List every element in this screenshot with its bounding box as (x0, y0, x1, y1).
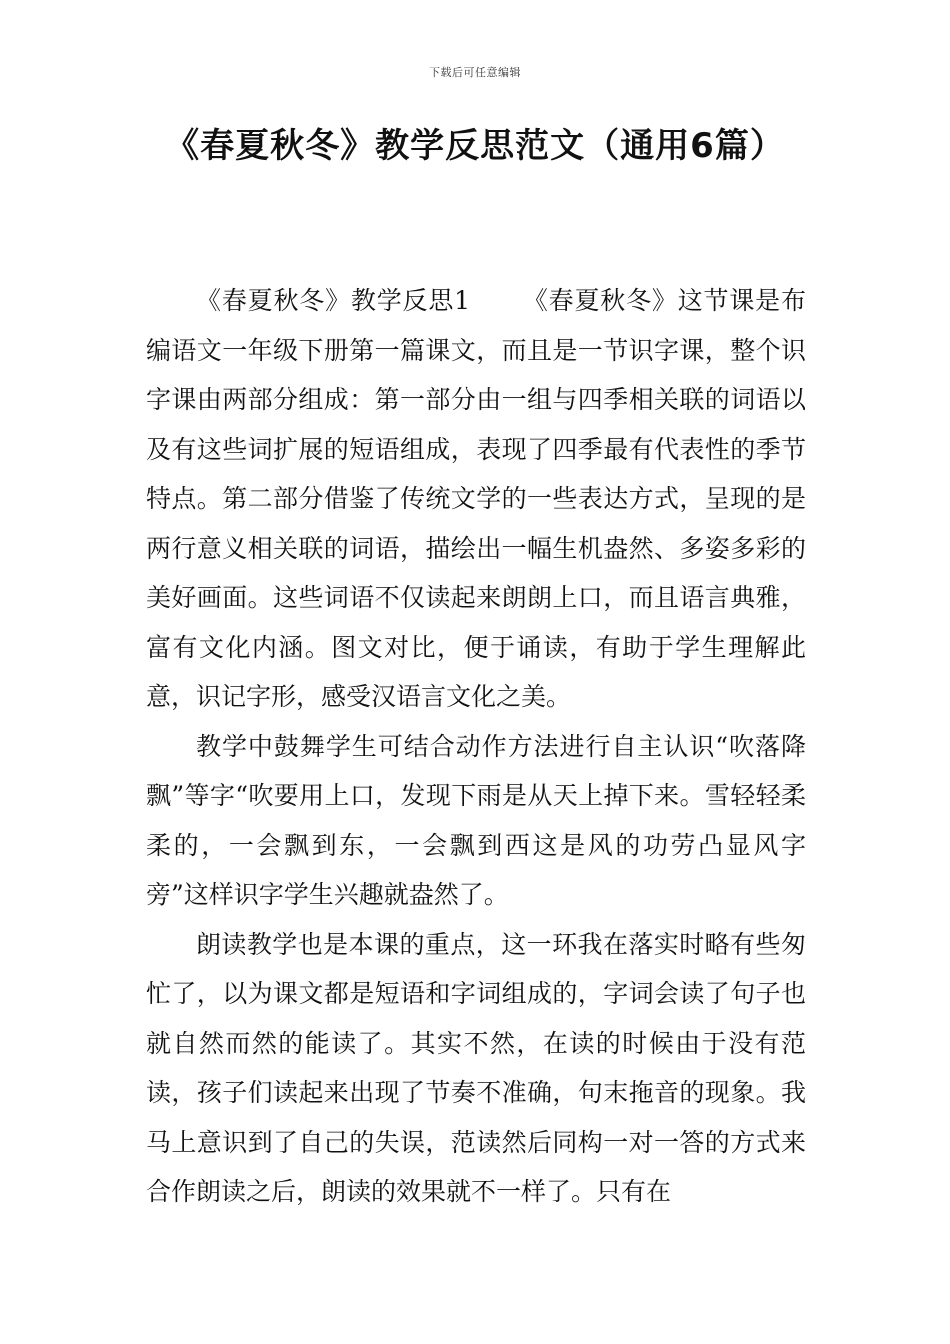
section-heading: 《春夏秋冬》教学反思1 (196, 286, 471, 315)
header-note: 下载后可任意编辑 (429, 66, 521, 79)
paragraph-3: 朗读教学也是本课的重点，这一环我在落实时略有些匆忙了，以为课文都是短语和字词组成的，字词会读了句子也就自然而然的能读了。其实不然，在读的时候由于没有范读，孩子们读起来出现了节奏不准确，句末拖音的现象。我马上意识到了自己的失误，范读然后同构一对一答的方式来合作朗读之后，朗读的效果就不一样了。只有在 (146, 929, 806, 1206)
document-body (146, 276, 806, 1217)
paragraph-2: 教学中鼓舞学生可结合动作方法进行自主认识“吹落降飘”等字“吹要用上口，发现下雨是从天上掉下来。雪轻轻柔柔的，一会飘到东，一会飘到西这是风的功劳凸显风字旁”这样识字学生兴趣就盎然了。 (146, 731, 806, 909)
document-title: 《春夏秋冬》教学反思范文（通用6篇） (165, 126, 785, 166)
paragraph-1 (146, 276, 806, 722)
paragraph-1-text: 《春夏秋冬》这节课是布编语文一年级下册第一篇课文，而且是一节识字课，整个识字课由两部分组成：第一部分由一组与四季相关联的词语以及有这些词扩展的短语组成，表现了四季最有代表性的季节特点。第二部分借鉴了传统文学的一些表达方式，呈现的是两行意义相关联的词语，描绘出一幅生机盎然、多姿多彩的美好画面。这些词语不仅读起来朗朗上口，而且语言典雅，富有文化内涵。图文对比，便于诵读，有助于学生理解此意，识记字形，感受汉语言文化之美。 (146, 286, 806, 711)
